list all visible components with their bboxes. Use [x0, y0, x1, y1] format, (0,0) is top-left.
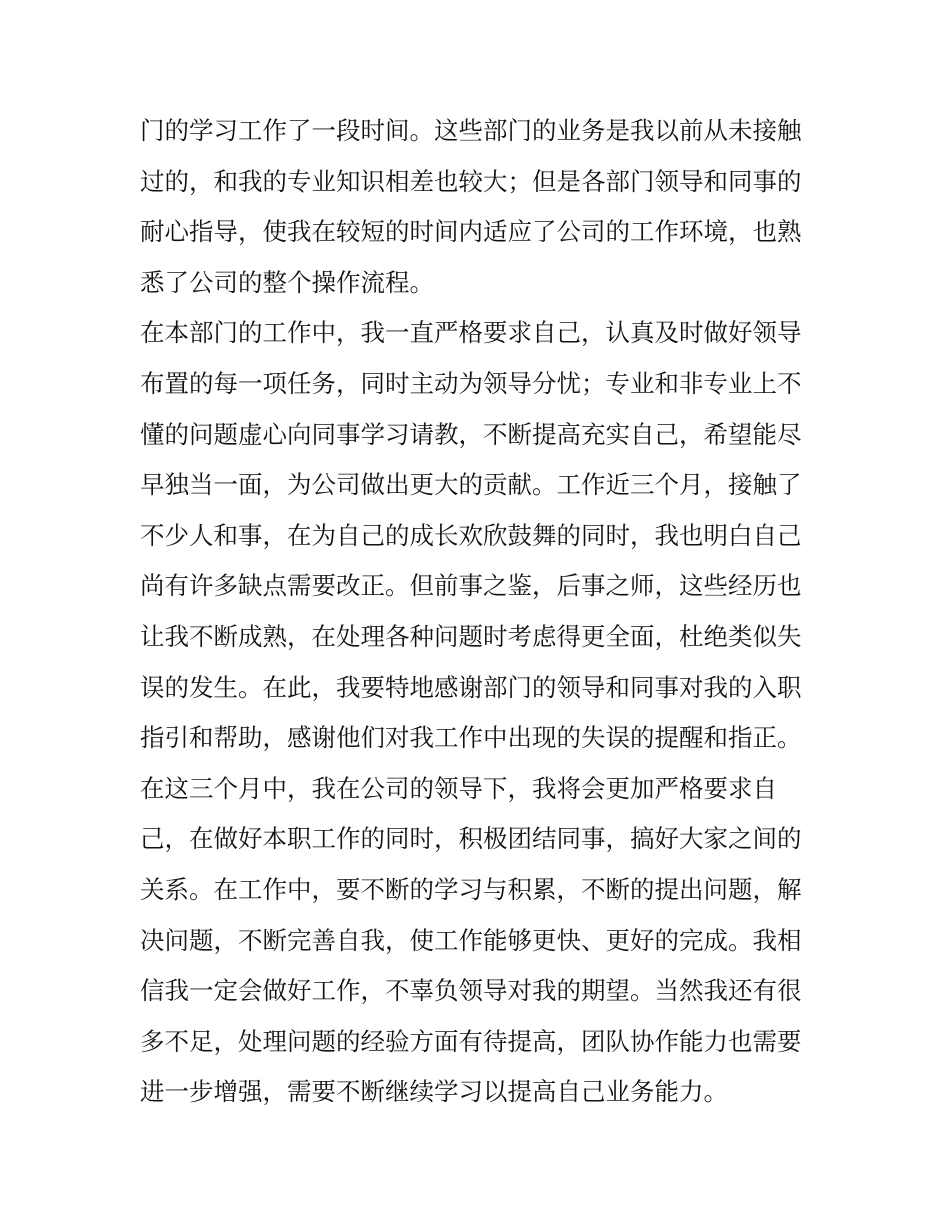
text-line: 过的，和我的专业知识相差也较大；但是各部门领导和同事的 [140, 166, 802, 196]
text-line: 门的学习工作了一段时间。这些部门的业务是我以前从未接触 [140, 116, 802, 145]
text-line: 悉了公司的整个操作流程。 [140, 267, 434, 297]
text-line: 在这三个月中，我在公司的领导下，我将会更加严格要求自 [140, 773, 777, 803]
text-line: 不少人和事，在为自己的成长欢欣鼓舞的同时，我也明白自己 [140, 520, 802, 550]
text-line: 进一步增强，需要不断继续学习以提高自己业务能力。 [140, 1077, 728, 1107]
text-line: 关系。在工作中，要不断的学习与积累，不断的提出问题，解 [140, 874, 802, 904]
text-line: 布置的每一项任务，同时主动为领导分忧；专业和非专业上不 [140, 368, 802, 398]
text-line: 在本部门的工作中，我一直严格要求自己，认真及时做好领导 [140, 318, 802, 348]
text-line: 指引和帮助，感谢他们对我工作中出现的失误的提醒和指正。 [140, 723, 802, 753]
text-line: 让我不断成熟，在处理各种问题时考虑得更全面，杜绝类似失 [140, 621, 802, 651]
text-line: 误的发生。在此，我要特地感谢部门的领导和同事对我的入职 [140, 672, 802, 702]
text-line: 决问题，不断完善自我，使工作能够更快、更好的完成。我相 [140, 925, 802, 955]
text-line: 信我一定会做好工作，不辜负领导对我的期望。当然我还有很 [140, 976, 802, 1006]
text-line: 早独当一面，为公司做出更大的贡献。工作近三个月，接触了 [140, 470, 802, 500]
text-line: 己，在做好本职工作的同时，积极团结同事，搞好大家之间的 [140, 824, 802, 854]
text-line: 尚有许多缺点需要改正。但前事之鉴，后事之师，这些经历也 [140, 571, 802, 601]
text-line: 耐心指导，使我在较短的时间内适应了公司的工作环境，也熟 [140, 217, 802, 247]
text-line: 多不足，处理问题的经验方面有待提高，团队协作能力也需要 [140, 1026, 802, 1056]
body-text [140, 106, 820, 1118]
text-line: 懂的问题虚心向同事学习请教，不断提高充实自己，希望能尽 [140, 419, 802, 449]
